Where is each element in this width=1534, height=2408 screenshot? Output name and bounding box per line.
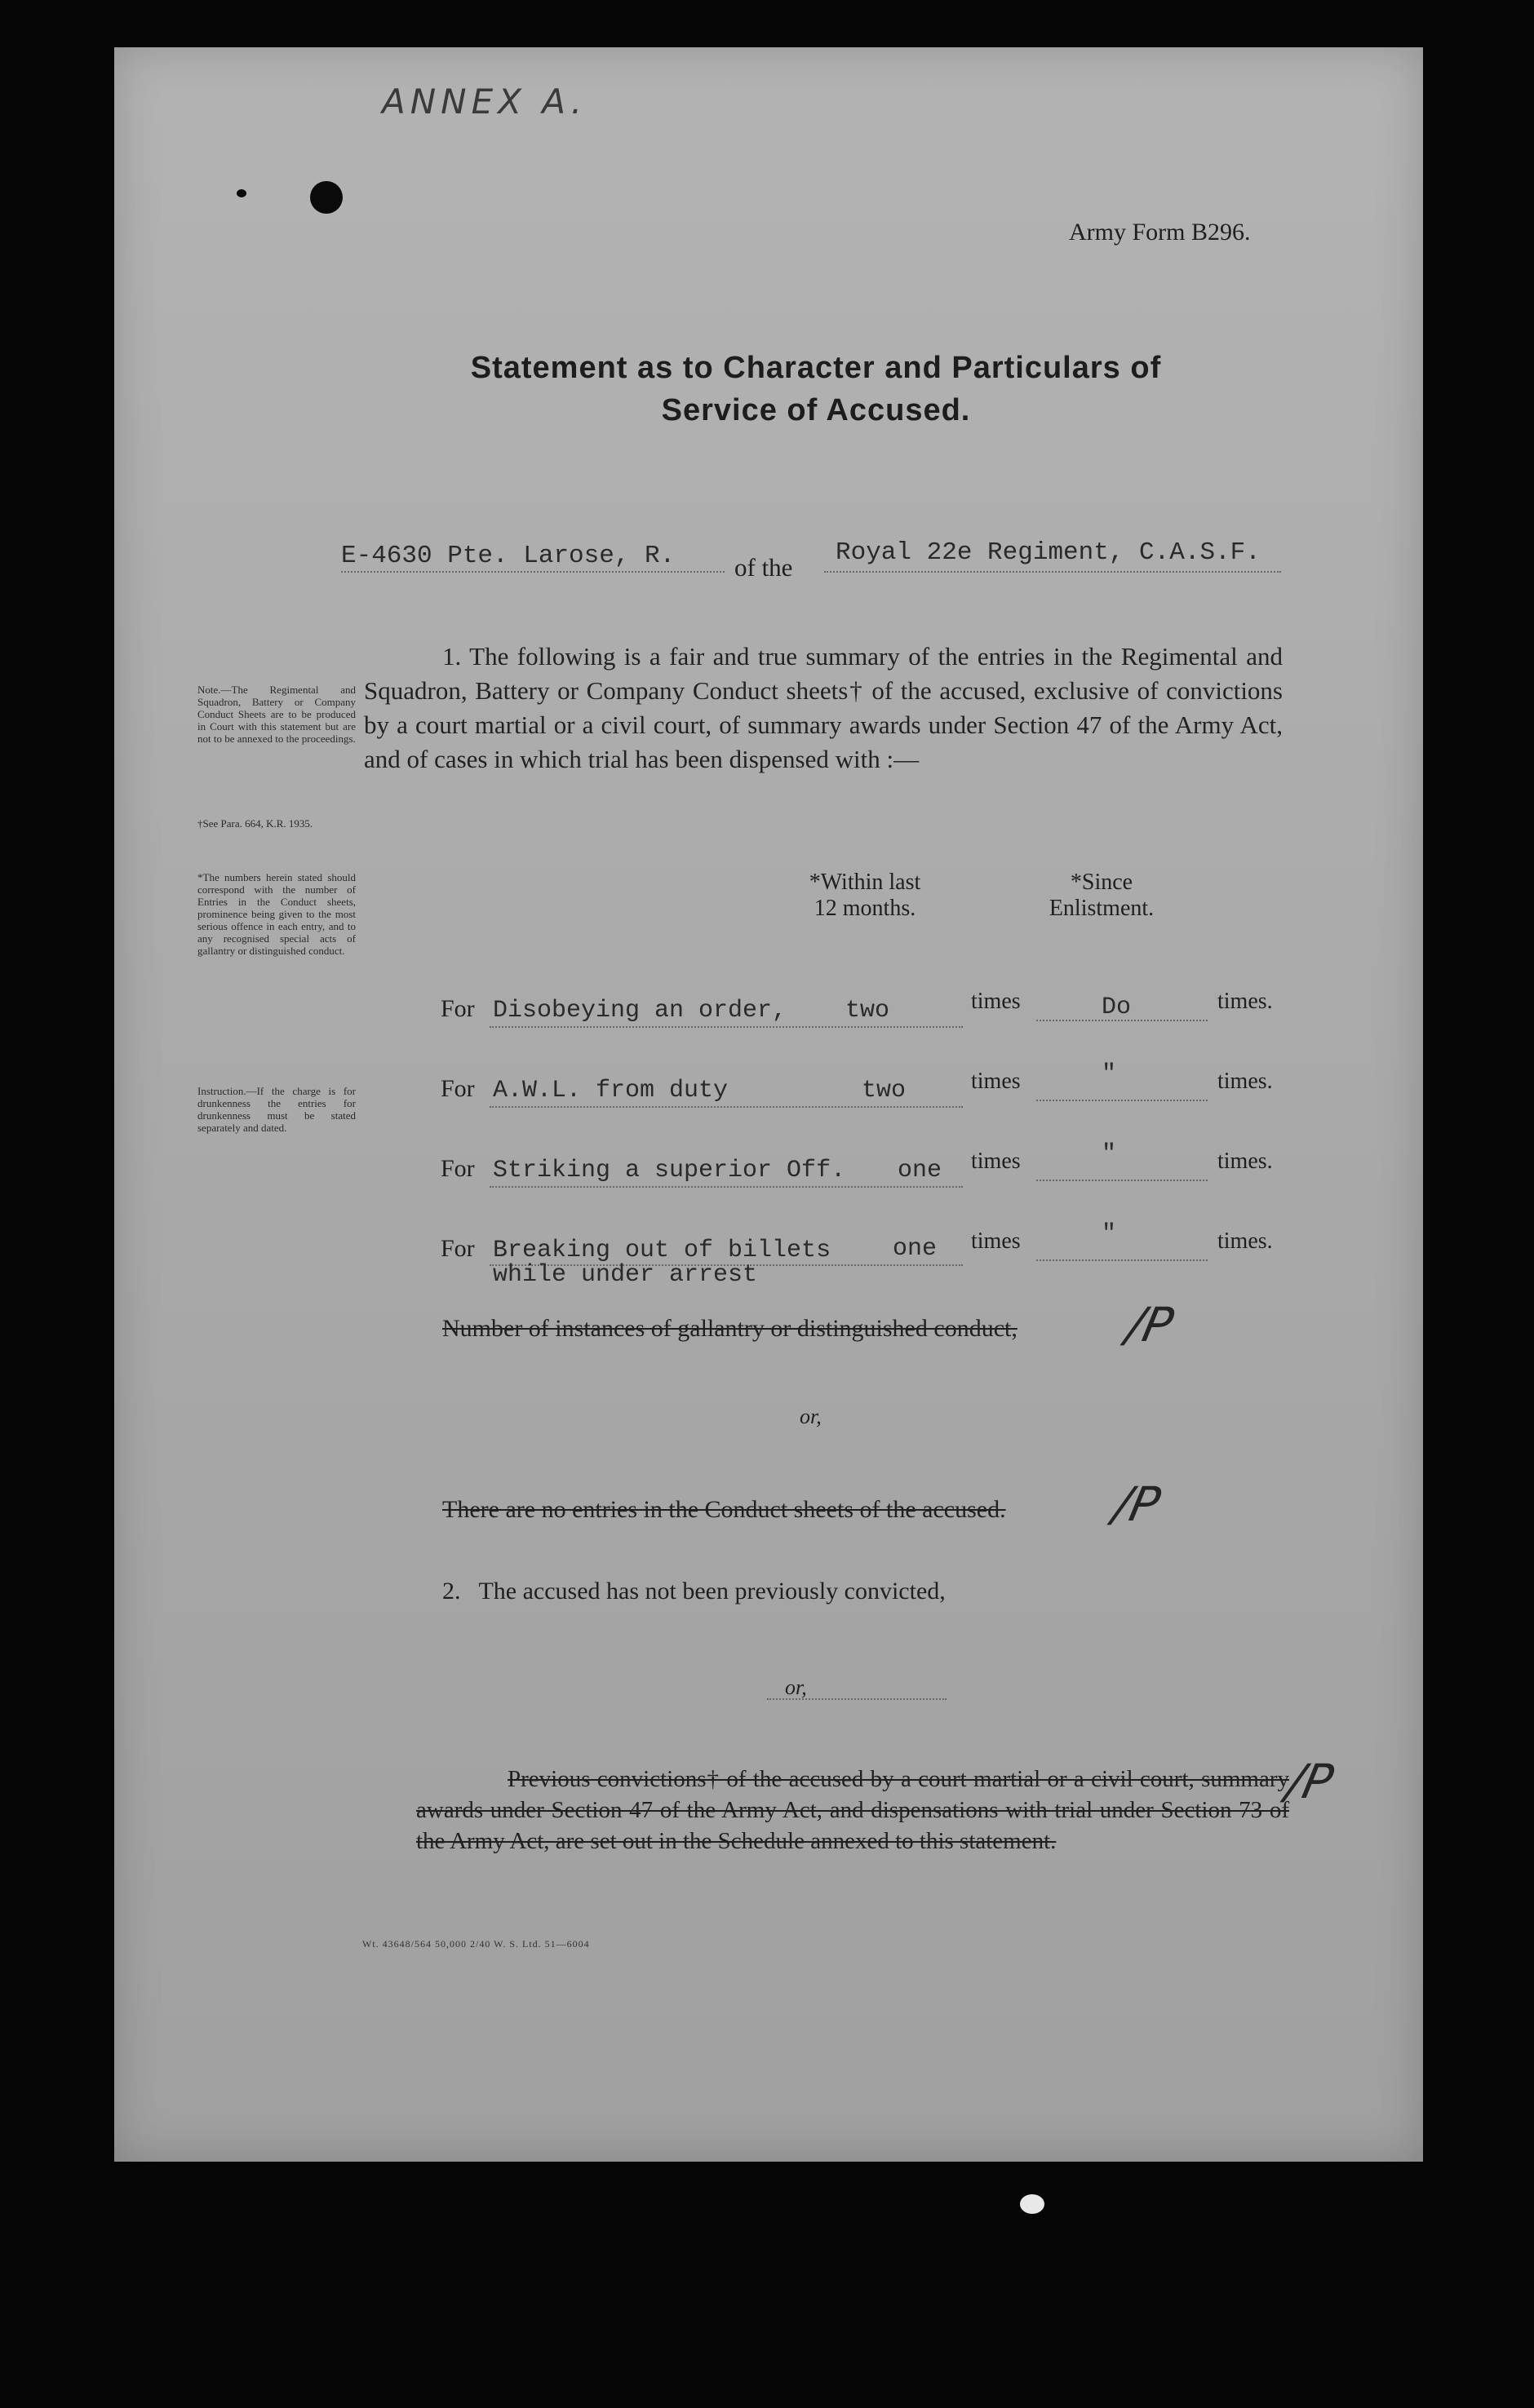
since-label-line1: *Since [1070, 870, 1133, 895]
times-label-since: times. [1217, 1069, 1273, 1094]
gallantry-line: Number of instances of gallantry or distinguished conduct, [442, 1315, 1017, 1342]
since-count: Do [1102, 994, 1132, 1021]
within-label-line1: *Within last [809, 870, 921, 895]
ink-blot [310, 181, 343, 214]
offence-name: Breaking out of billets [493, 1237, 831, 1264]
check-mark-3: /P [1281, 1754, 1338, 1809]
within-label-line2: 12 months. [814, 896, 916, 921]
annex-label: ANNEX A. [382, 82, 587, 122]
section-1-text: The following is a fair and true summary of the entries in the Regimental and Squadron, Battery or Company Conduct sheets† of the accused, exclusive of convictions by a court martial or a civil court, of summary awards under Section 47 of the Army Act, and of cases in which trial has been dispensed with :— [364, 642, 1283, 773]
check-mark-2: /P [1108, 1476, 1165, 1532]
offence-prefix: For [441, 995, 475, 1022]
unit-name: Royal 22e Regiment, C.A.S.F. [836, 538, 1261, 567]
page-title: Statement as to Character and Particulars of [470, 351, 1162, 385]
printer-imprint: Wt. 43648/564 50,000 2/40 W. S. Ltd. 51—6004 [362, 1938, 590, 1950]
section-1-paragraph [364, 640, 1283, 777]
times-label: times [971, 1228, 1021, 1254]
section-1-number: 1. [442, 642, 462, 671]
within-count: two [862, 1077, 907, 1104]
since-label-line2: Enlistment. [1049, 896, 1155, 921]
previous-convictions: Previous convictions† of the accused by a court martial or a civil court, summary awards under Section 47 of the Army Act, and dispensations with trial under Section 73 of the Army Act, are set out in the Schedule annexed to this statement. [416, 1766, 1289, 1854]
since-underline [1036, 1259, 1208, 1261]
times-label: times [971, 1069, 1021, 1094]
offence-name: A.W.L. from duty [493, 1077, 729, 1104]
times-label-since: times. [1217, 1228, 1273, 1254]
offence-name: Striking a superior Off. [493, 1157, 846, 1184]
no-entries-line: There are no entries in the Conduct sheets of the accused. [442, 1496, 1006, 1523]
offence-underline [490, 1026, 963, 1028]
offence-prefix: For [441, 1235, 475, 1262]
times-label: times [971, 989, 1021, 1014]
form-number: Army Form B296. [1069, 219, 1251, 246]
accused-name: E-4630 Pte. Larose, R. [341, 542, 676, 570]
of-the-label: of the [734, 553, 793, 582]
within-count: one [893, 1235, 938, 1263]
since-count: " [1102, 1220, 1117, 1248]
since-count: " [1102, 1060, 1117, 1088]
section-2-text: The accused has not been previously convicted, [478, 1578, 946, 1605]
since-count: " [1102, 1140, 1117, 1168]
offence-underline [490, 1106, 963, 1108]
since-underline [1036, 1100, 1208, 1101]
name-underline [341, 571, 725, 573]
times-label: times [971, 1149, 1021, 1174]
offence-name: Disobeying an order, [493, 997, 787, 1025]
section-2 [442, 1578, 946, 1605]
or-separator-2: or, [785, 1675, 807, 1699]
times-label-since: times. [1217, 989, 1273, 1014]
offence-prefix: For [441, 1155, 475, 1182]
within-count: one [898, 1157, 942, 1184]
margin-note-see-para: †See Para. 664, K.R. 1935. [197, 817, 313, 830]
speck-mark [1020, 2194, 1044, 2214]
unit-underline [824, 571, 1281, 573]
since-underline [1036, 1180, 1208, 1181]
margin-note-instruction: Instruction.—If the charge is for drunkenness the entries for drunkenness must be stated separately and dated. [197, 1085, 356, 1134]
within-12-months-header [783, 870, 947, 922]
check-mark-1: /P [1121, 1297, 1178, 1352]
margin-note-conduct-sheets: Note.—The Regimental and Squadron, Battery or Company Conduct Sheets are to be produced in Court with this statement but are not to be annexed to the proceedings. [197, 684, 356, 745]
within-count: two [845, 997, 890, 1025]
or-separator-1: or, [800, 1405, 822, 1428]
offence-underline [490, 1186, 963, 1188]
page-title-line2: Service of Accused. [661, 393, 971, 427]
since-enlistment-header [1020, 870, 1183, 922]
offence-prefix: For [441, 1075, 475, 1102]
times-label-since: times. [1217, 1149, 1273, 1174]
section-2-number: 2. [442, 1578, 461, 1605]
margin-note-numbers: *The numbers herein stated should correspond with the number of Entries in the Conduct sheets, prominence being given to the most serious offence in each entry, and to any recognised special acts of gallantry or distinguished conduct. [197, 871, 356, 957]
ink-blot-small [237, 189, 246, 197]
offence-name-line2: while under arrest [493, 1261, 758, 1289]
